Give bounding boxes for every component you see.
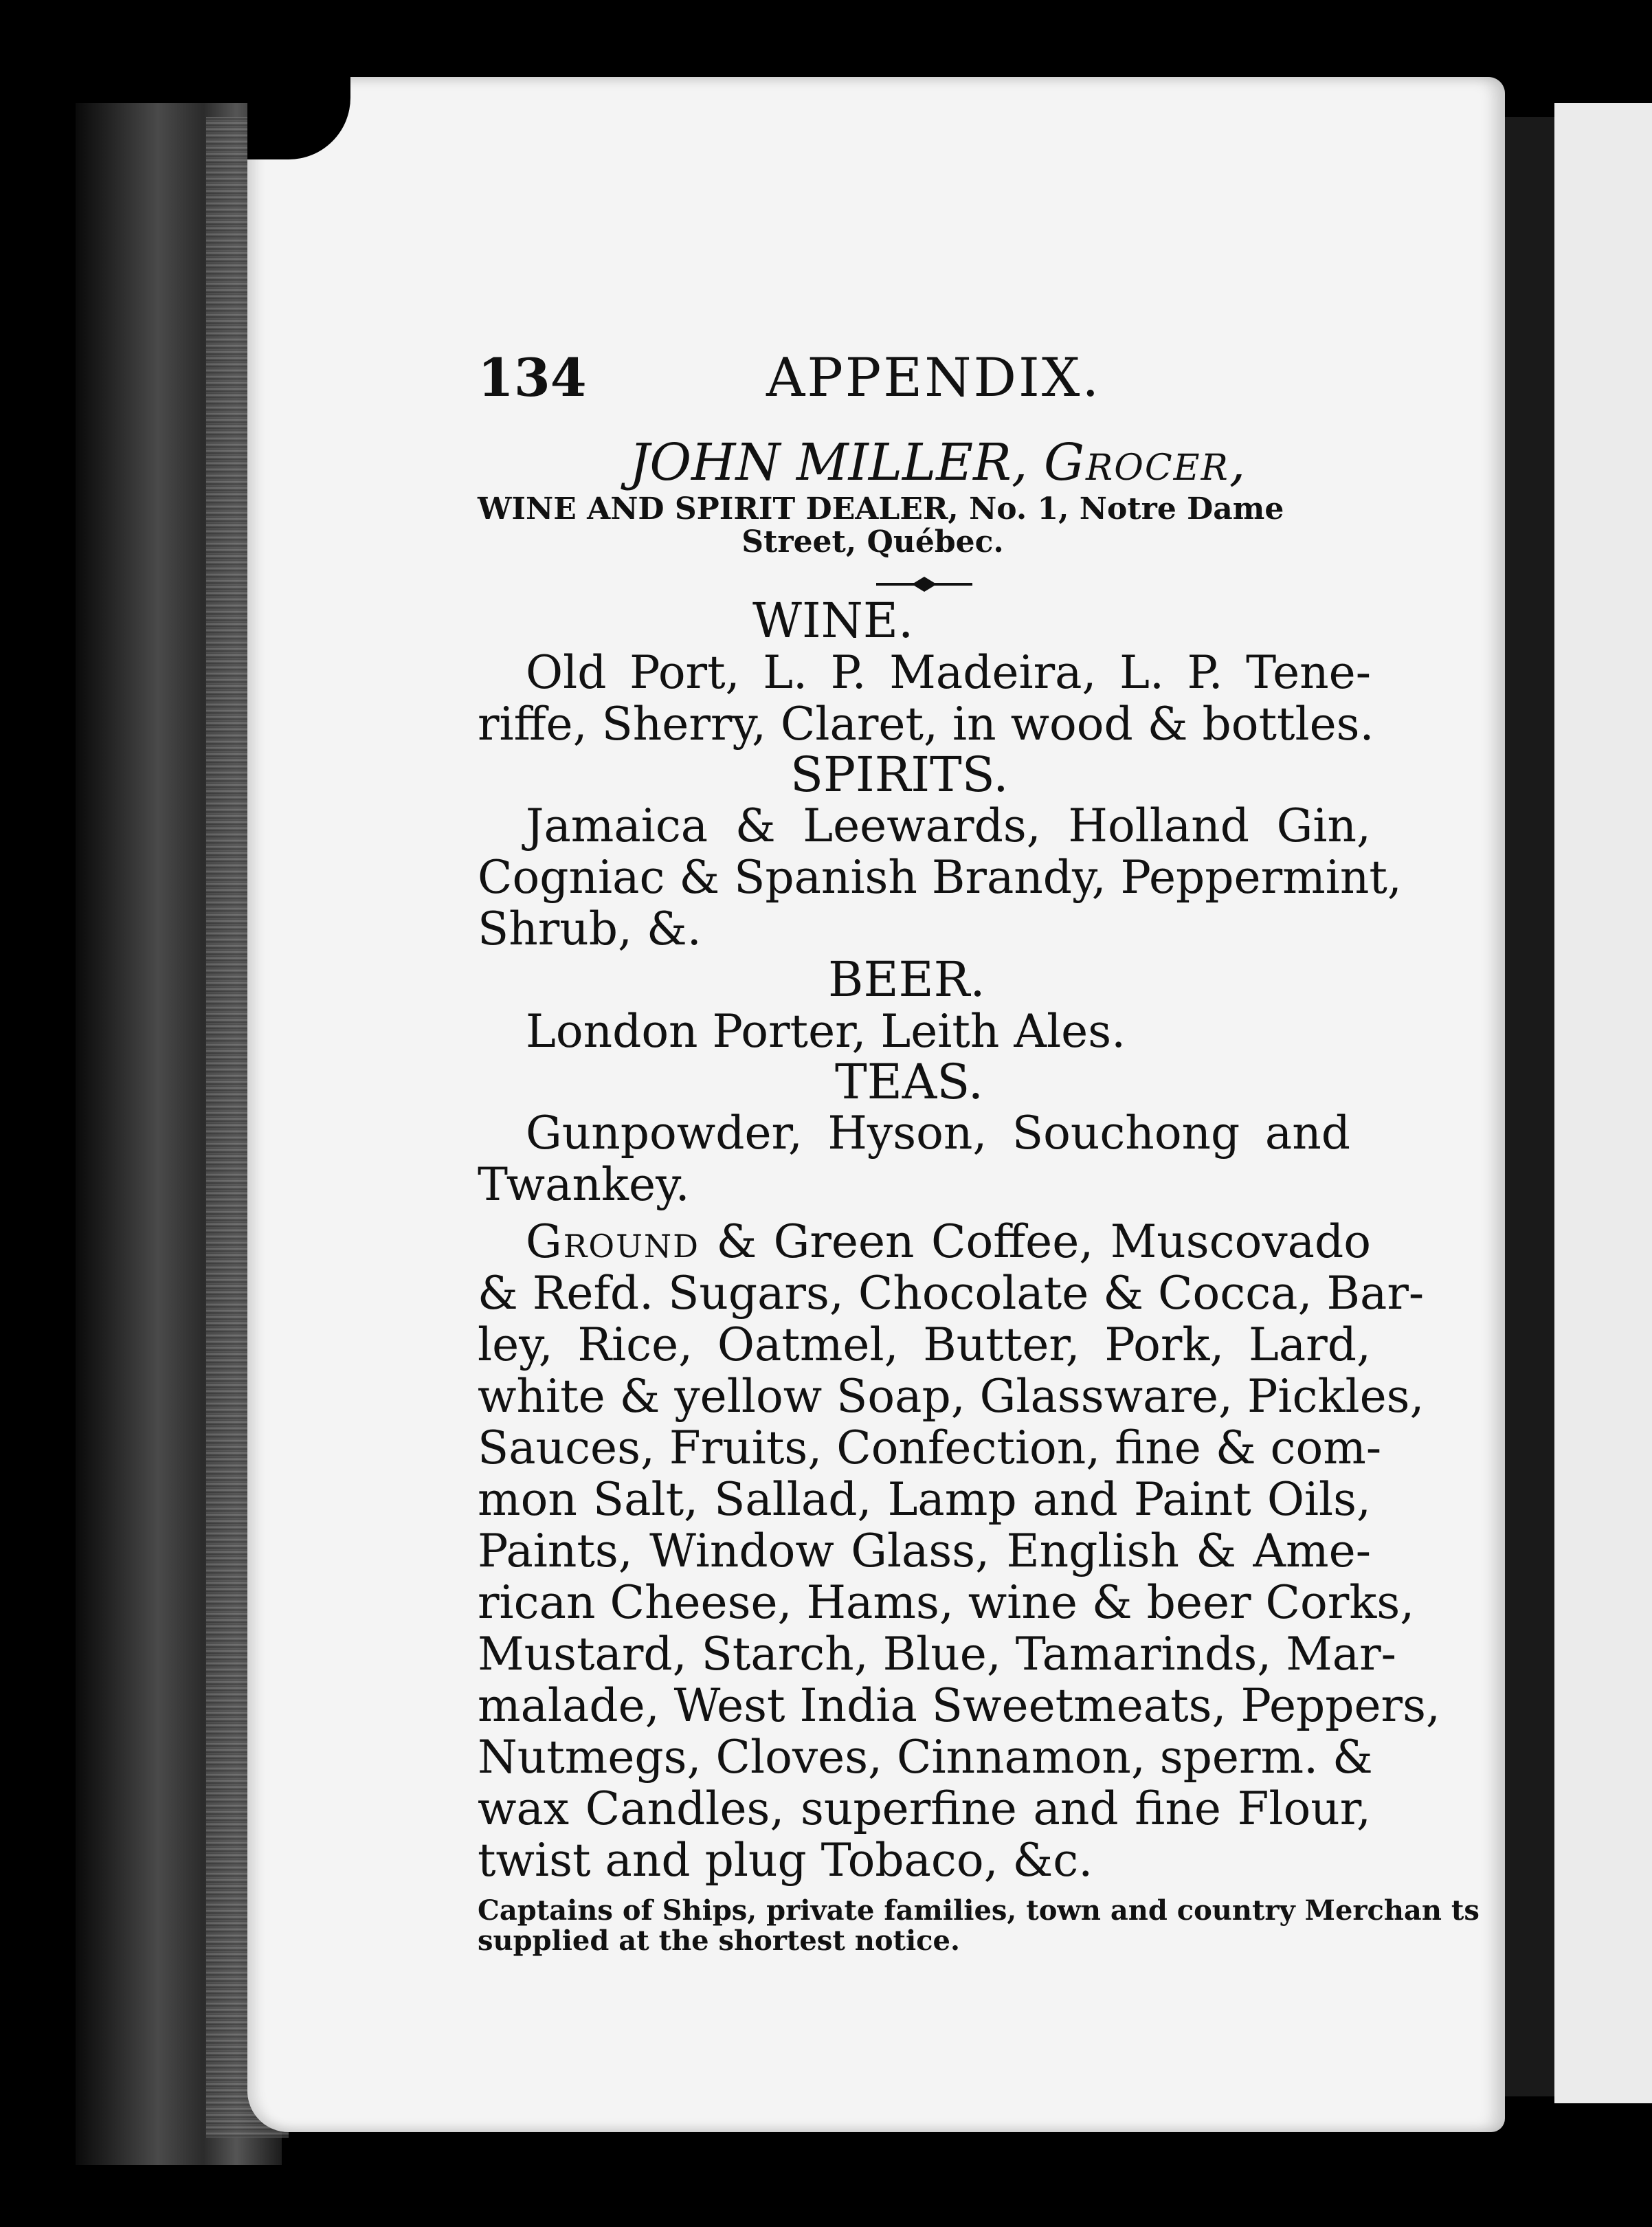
text-line: Twankey.: [478, 1158, 690, 1212]
text-line: Gunpowder, Hyson, Souchong and: [526, 1107, 1350, 1160]
text-line: Jamaica & Leewards, Holland Gin,: [526, 799, 1371, 853]
dealer-address-line2: Street, Québec.: [741, 524, 1004, 560]
text-line: rican Cheese, Hams, wine & beer Corks,: [478, 1576, 1415, 1630]
text-line: Shrub, &.: [478, 902, 702, 956]
page-content: [478, 347, 1480, 1958]
dealer-name-text: JOHN MILLER,: [629, 433, 1028, 492]
section-body-wine: [478, 645, 1374, 751]
text-line: Sauces, Fruits, Confection, fine & com-: [478, 1421, 1382, 1475]
text-line: Paints, Window Glass, English & Ame-: [478, 1525, 1371, 1578]
section-body-spirits: [478, 799, 1402, 956]
text-line: malade, West India Sweetmeats, Peppers,: [478, 1679, 1440, 1733]
section-body-beer: [478, 1006, 1371, 1057]
lead-word: Ground: [526, 1215, 700, 1269]
footer-note-line2: supplied at the shortest notice.: [478, 1925, 960, 1958]
running-head: APPENDIX.: [766, 347, 1102, 409]
section-heading-spirits: SPIRITS.: [790, 746, 1009, 803]
text-line: white & yellow Soap, Glassware, Pickles,: [478, 1370, 1425, 1423]
text-line: mon Salt, Sallad, Lamp and Paint Oils,: [478, 1473, 1371, 1527]
footer-note-line1: Captains of Ships, private families, town and country Merchan ts: [478, 1894, 1480, 1927]
section-heading-teas: TEAS.: [835, 1053, 984, 1110]
text-fragment: & Green Coffee, Muscovado: [699, 1215, 1371, 1269]
text-line: [478, 1216, 1371, 1267]
text-line: & Refd. Sugars, Chocolate & Cocca, Bar-: [478, 1267, 1425, 1320]
text-line: twist and plug Tobaco, &c.: [478, 1834, 1093, 1887]
text-line: Old Port, L. P. Madeira, L. P. Tene-: [526, 645, 1371, 699]
section-heading-wine: WINE.: [752, 592, 914, 650]
text-line: ley, Rice, Oatmel, Butter, Pork, Lard,: [478, 1318, 1371, 1372]
dealer-name: [478, 433, 1371, 492]
facing-page-edge: [1554, 103, 1652, 2103]
text-line: Mustard, Starch, Blue, Tamarinds, Mar-: [478, 1628, 1396, 1681]
section-heading-beer: BEER.: [828, 951, 985, 1008]
dealer-address-line1: WINE AND SPIRIT DEALER, No. 1, Notre Dame: [478, 491, 1284, 527]
text-line: London Porter, Leith Ales.: [526, 1004, 1126, 1058]
page-number: 134: [478, 347, 587, 408]
dealer-trade: Grocer,: [1043, 433, 1247, 492]
text-line: Cogniac & Spanish Brandy, Peppermint,: [478, 851, 1402, 905]
page-header: [478, 347, 1371, 423]
text-line: riffe, Sherry, Claret, in wood & bottles.: [478, 697, 1374, 751]
footer-note: [478, 1894, 1480, 1958]
text-line: Nutmegs, Cloves, Cinnamon, sperm. &: [478, 1731, 1373, 1784]
groceries-list: [478, 1215, 1440, 1887]
gutter-shadow: [1505, 117, 1554, 2096]
text-line: wax Candles, superfine and fine Flour,: [478, 1782, 1371, 1836]
section-body-teas: [478, 1107, 1371, 1210]
